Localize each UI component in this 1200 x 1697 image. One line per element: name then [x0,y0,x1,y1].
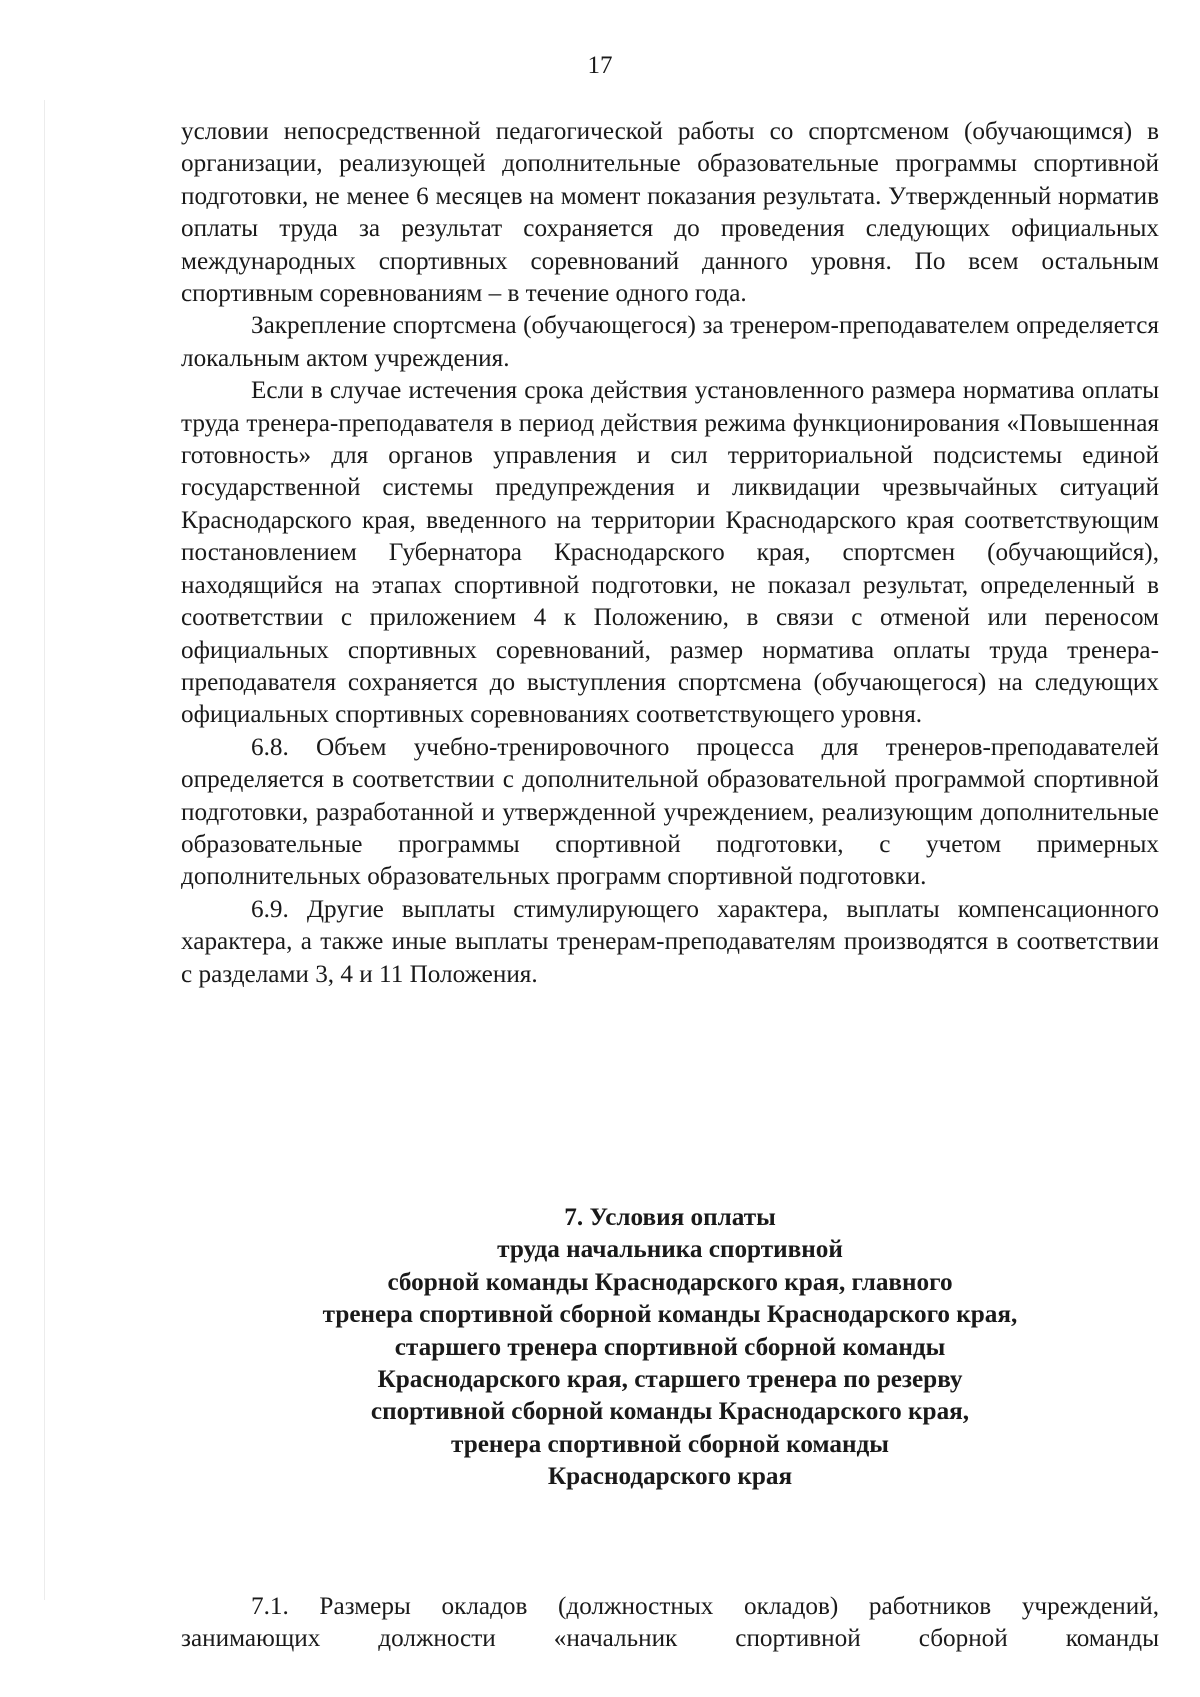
paragraph-7-1-line-1: 7.1. Размеры окладов (должностных окладов) работников учреждений, [251,1593,1159,1620]
paragraph-6-9: 6.9. Другие выплаты стимулирующего характера, выплаты компенсационного характера, а также иные выплаты тренерам-преподавателям производятся в соответствии с разделами 3, 4 и 11 Положения. [181,895,1159,988]
paragraph-athlete-assignment: Закрепление спортсмена (обучающегося) за тренером-преподавателем определяется локальным актом учреждения. [181,312,1159,372]
heading-line: 7. Условия оплаты [564,1204,776,1231]
paragraph-6-8: 6.8. Объем учебно-тренировочного процесса для тренеров-преподавателей определяется в соответствии с дополнительной образовательной программой спортивной подготовки, разработанной и утвержденной учреждением, реализующим дополнительные образовательные программы спортивной подготовки, с учетом примерных дополнительных образовательных программ спортивной подготовки. [181,733,1159,891]
heading-line: Краснодарского края, старшего тренера по резерву [377,1366,963,1394]
heading-line: труда начальника спортивной [497,1236,843,1264]
heading-line: тренера спортивной сборной команды Краснодарского края, [322,1301,1018,1329]
heading-line: Краснодарского края [547,1463,793,1491]
body-text [181,116,1159,991]
paragraph-7-1-line-2: занимающих должности «начальник спортивной сборной команды [181,1625,1159,1653]
page-number: 17 [587,52,613,79]
scan-margin-artifact [44,100,45,1600]
heading-line: старшего тренера спортивной сборной команды [394,1333,946,1361]
heading-line: тренера спортивной сборной команды [451,1430,889,1458]
heading-line: сборной команды Краснодарского края, главного [387,1268,953,1296]
heading-line: спортивной сборной команды Краснодарского края, [370,1398,970,1426]
section-7-heading [181,1202,1159,1494]
paragraph-continuation: условии непосредственной педагогической работы со спортсменом (обучающимся) в организации, реализующей дополнительные образовательные программы спортивной подготовки, не менее 6 месяцев на момент показания результата. Утвержденный норматив оплаты труда за результат сохраняется до проведения следующих официальных международных спортивных соревнований данного уровня. По всем остальным спортивным соревнованиям – в течение одного года. [181,118,1159,308]
paragraph-emergency-regime: Если в случае истечения срока действия установленного размера норматива оплаты труда тренера-преподавателя в период действия режима функционирования «Повышенная готовность» для органов управления и сил территориальной подсистемы единой государственной системы предупреждения и ликвидации чрезвычайных ситуаций Краснодарского края, введенного на территории Краснодарского края соответствующим постановлением Губернатора Краснодарского края, спортсмен (обучающийся), находящийся на этапах спортивной подготовки, не показал результат, определенный в соответствии с приложением 4 к Положению, в связи с отменой или переносом официальных спортивных соревнований, размер норматива оплаты труда тренера-преподавателя сохраняется до выступления спортсмена (обучающегося) на следующих официальных спортивных соревнованиях соответствующего уровня. [181,377,1159,729]
section-7-1-text [181,1591,1159,1656]
